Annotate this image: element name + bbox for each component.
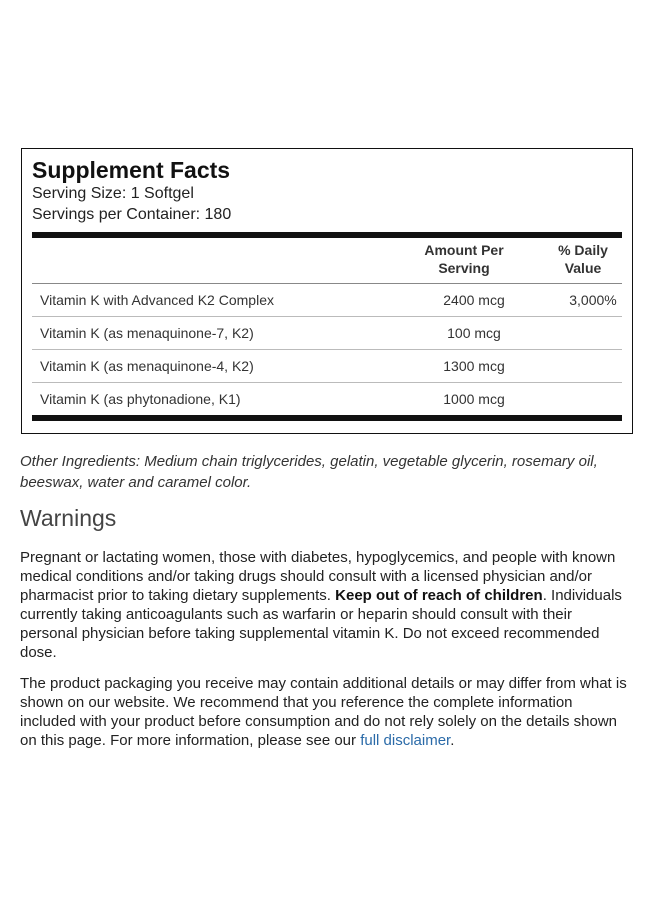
- column-header-amount-line2: Serving: [438, 260, 490, 276]
- facts-divider-bottom: [32, 415, 622, 421]
- nutrient-name: Vitamin K (as menaquinone-4, K2): [40, 358, 254, 374]
- servings-per-container: Servings per Container: 180: [32, 206, 232, 223]
- column-header-daily-line1: % Daily: [558, 242, 608, 258]
- disclaimer-body: The product packaging you receive may contain additional details or may differ from what is shown on our website. We recommend that you reference the complete information included with your product before consumption and do not rely solely on the details shown on this page. For more information, please see our: [20, 675, 627, 749]
- column-header-amount-line1: Amount Per: [424, 242, 504, 258]
- nutrient-amount: 1300 mcg: [443, 358, 505, 374]
- nutrient-name: Vitamin K (as menaquinone-7, K2): [40, 325, 254, 341]
- other-ingredients: Other Ingredients: Medium chain triglycerides, gelatin, vegetable glycerin, rosemary oil, beeswax, water and caramel color.: [20, 453, 598, 491]
- column-header-amount: [412, 241, 516, 277]
- serving-size: Serving Size: 1 Softgel: [32, 185, 194, 202]
- warnings-keep-out-of-reach: Keep out of reach of children: [335, 587, 543, 604]
- nutrient-name: Vitamin K (as phytonadione, K1): [40, 391, 241, 407]
- nutrient-amount: 1000 mcg: [443, 391, 505, 407]
- warnings-text: [20, 548, 632, 662]
- column-header-daily-line2: Value: [564, 260, 602, 276]
- nutrient-amount: 100 mcg: [447, 325, 501, 341]
- table-row: [32, 350, 622, 383]
- warnings-heading: Warnings: [20, 505, 117, 531]
- disclaimer-end: .: [450, 732, 455, 749]
- column-header-daily-value: [548, 241, 618, 277]
- warnings-text-rest: . Individuals currently taking anticoagulants such as warfarin or heparin should consult with their personal physician before taking supplemental vitamin K. Do not exceed recommended dose.: [20, 587, 622, 661]
- disclaimer-text: [20, 674, 632, 750]
- nutrient-daily-value: 3,000%: [569, 292, 617, 308]
- nutrient-amount: 2400 mcg: [443, 292, 505, 308]
- supplement-facts-title: Supplement Facts: [32, 157, 231, 183]
- table-row: [32, 284, 622, 317]
- supplement-facts-panel: [21, 148, 633, 434]
- nutrient-name: Vitamin K with Advanced K2 Complex: [40, 292, 274, 308]
- full-disclaimer-link[interactable]: full disclaimer: [360, 732, 451, 749]
- facts-divider-top: [32, 232, 622, 238]
- warnings-text-intro: Pregnant or lactating women, those with diabetes, hypoglycemics, and people with known medical conditions and/or taking drugs should consult with a licensed physician and/or pharmacist prior to taking dietary supplements.: [20, 549, 616, 604]
- table-row: [32, 317, 622, 350]
- table-row: [32, 383, 622, 416]
